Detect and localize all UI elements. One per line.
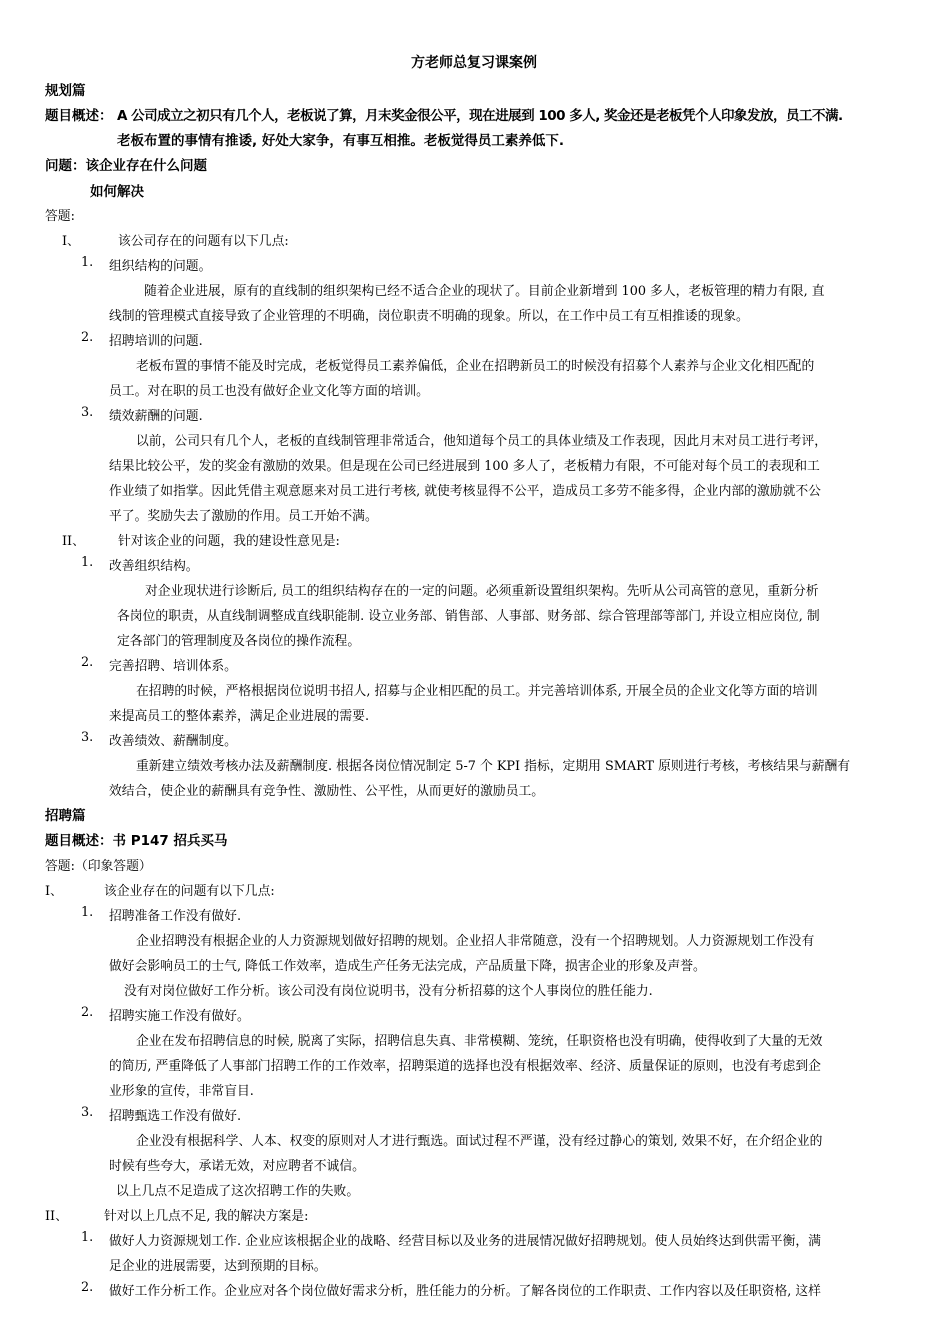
planning-p1-item1-title: 组织结构的问题。 (109, 259, 212, 274)
planning-overview-line1: A 公司成立之初只有几个人，老板说了算，月末奖金很公平，现在进展到 100 多人, 奖金还是老板凭个人印象发放，员工不满. (117, 108, 843, 124)
recruitment-overview: 题目概述：书 P147 招兵买马 (45, 833, 228, 849)
planning-p2-item3-title: 改善绩效、薪酬制度。 (109, 734, 237, 749)
planning-p2-item1-number: 1. (81, 555, 94, 570)
planning-p1-item1-number: 1. (81, 255, 94, 270)
planning-p1-item3-line: 以前，公司只有几个人，老板的直线制管理非常适合，他知道每个员工的具体业绩及工作表现，因此月末对员工进行考评， (136, 434, 828, 449)
recruitment-p1-item1-line: 做好会影响员工的士气, 降低工作效率，造成生产任务无法完成，产品质量下降，损害企业的形象及声誉。 (109, 959, 706, 974)
planning-p1-item3-line: 结果比较公平，发的奖金有激励的效果。但是现在公司已经进展到 100 多人了，老板精力有限，不可能对每个员工的表现和工 (109, 459, 820, 474)
planning-part2-number: II、 (62, 534, 85, 549)
planning-p2-item1-title: 改善组织结构。 (109, 559, 199, 574)
planning-question-line2: 如何解决 (90, 184, 144, 200)
planning-p2-item2-number: 2. (81, 655, 94, 670)
recruitment-p1-item2-line: 的简历, 严重降低了人事部门招聘工作的工作效率，招聘渠道的选择也没有根据效率、经济、质量保证的原则，也没有考虑到企 (109, 1059, 821, 1074)
planning-p1-item3-title: 绩效薪酬的问题. (109, 409, 203, 424)
recruitment-p1-item3-line: 时候有些夸大，承诺无效，对应聘者不诚信。 (109, 1159, 365, 1174)
planning-answer-label: 答题: (45, 209, 75, 224)
planning-p1-item3-number: 3. (81, 405, 94, 420)
planning-p1-item1-line: 随着企业进展，原有的直线制的组织架构已经不适合企业的现状了。目前企业新增到 100 多人，老板管理的精力有限, 直 (144, 284, 825, 299)
planning-part1-number: I、 (62, 234, 80, 249)
planning-p1-item3-line: 平了。奖励失去了激励的作用。员工开始不满。 (109, 509, 378, 524)
recruitment-p1-item3-number: 3. (81, 1105, 94, 1120)
planning-p2-item1-line: 各岗位的职责，从直线制调整成直线职能制. 设立业务部、销售部、人事部、财务部、综合管理部等部门, 并设立相应岗位, 制 (117, 609, 820, 624)
planning-p2-item1-line: 对企业现状进行诊断后, 员工的组织结构存在的一定的问题。必须重新设置组织架构。先听从公司高管的意见，重新分析 (145, 584, 819, 599)
recruitment-p1-item2-number: 2. (81, 1005, 94, 1020)
planning-p2-item3-line: 重新建立绩效考核办法及薪酬制度. 根据各岗位情况制定 5-7 个 KPI 指标，定期用 SMART 原则进行考核，考核结果与薪酬有 (136, 759, 851, 774)
planning-p1-item1-line: 线制的管理模式直接导致了企业管理的不明确，岗位职责不明确的现象。所以，在工作中员工有互相推诿的现象。 (109, 309, 749, 324)
recruitment-p1-item1-line: 没有对岗位做好工作分析。该公司没有岗位说明书，没有分析招募的这个人事岗位的胜任能力. (124, 984, 653, 999)
planning-p1-item2-line: 员工。对在职的员工也没有做好企业文化等方面的培训。 (109, 384, 429, 399)
planning-p1-item2-title: 招聘培训的问题. (109, 334, 203, 349)
recruitment-p1-item3-title: 招聘甄选工作没有做好. (109, 1109, 242, 1124)
recruitment-part2-text: 针对以上几点不足, 我的解决方案是: (104, 1209, 309, 1224)
recruitment-p1-item1-title: 招聘准备工作没有做好. (109, 909, 242, 924)
recruitment-part1-text: 该企业存在的问题有以下几点: (104, 884, 275, 899)
planning-overview-label: 题目概述： (45, 108, 113, 124)
recruitment-p1-item1-line: 企业招聘没有根据企业的人力资源规划做好招聘的规划。企业招人非常随意，没有一个招聘规划。人力资源规划工作没有 (136, 934, 815, 949)
planning-part2-text: 针对该企业的问题，我的建设性意见是: (118, 534, 340, 549)
planning-question-line1: 问题：该企业存在什么问题 (45, 158, 207, 174)
recruitment-p2-item1-line: 做好人力资源规划工作. 企业应该根据企业的战略、经营目标以及业务的进展情况做好招聘规划。使人员始终达到供需平衡，满 (109, 1234, 821, 1249)
planning-part1-text: 该公司存在的问题有以下几点: (118, 234, 289, 249)
recruitment-p1-item2-line: 企业在发布招聘信息的时候, 脱离了实际，招聘信息失真、非常模糊、笼统，任职资格也没有明确，使得收到了大量的无效 (136, 1034, 823, 1049)
planning-p1-item2-number: 2. (81, 330, 94, 345)
page-title: 方老师总复习课案例 (411, 55, 537, 71)
recruitment-p2-item1-number: 1. (81, 1230, 94, 1245)
recruitment-part2-number: II、 (45, 1209, 68, 1224)
recruitment-p1-item1-number: 1. (81, 905, 94, 920)
section-heading-planning: 规划篇 (45, 83, 86, 99)
planning-p2-item3-number: 3. (81, 730, 94, 745)
recruitment-answer-label: 答题:（印象答题） (45, 859, 152, 874)
planning-p2-item2-line: 在招聘的时候，严格根据岗位说明书招人, 招募与企业相匹配的员工。并完善培训体系, 开展全员的企业文化等方面的培训 (136, 684, 818, 699)
recruitment-part1-number: I、 (45, 884, 63, 899)
section-heading-recruitment: 招聘篇 (45, 808, 86, 824)
recruitment-p2-item1-line: 足企业的进展需要，达到预期的目标。 (109, 1259, 327, 1274)
recruitment-p1-item3-line: 以上几点不足造成了这次招聘工作的失败。 (116, 1184, 360, 1199)
planning-p1-item2-line: 老板布置的事情不能及时完成，老板觉得员工素养偏低，企业在招聘新员工的时候没有招募个人素养与企业文化相匹配的 (136, 359, 815, 374)
recruitment-p1-item2-line: 业形象的宣传，非常盲目. (109, 1084, 254, 1099)
recruitment-p1-item2-title: 招聘实施工作没有做好。 (109, 1009, 250, 1024)
recruitment-p1-item3-line: 企业没有根据科学、人本、权变的原则对人才进行甄选。面试过程不严谨，没有经过静心的策划, 效果不好，在介绍企业的 (136, 1134, 823, 1149)
recruitment-p2-item2-line: 做好工作分析工作。企业应对各个岗位做好需求分析，胜任能力的分析。了解各岗位的工作职责、工作内容以及任职资格, 这样 (109, 1284, 821, 1299)
planning-overview-line2: 老板布置的事情有推诿, 好处大家争，有事互相推。老板觉得员工素养低下. (117, 133, 564, 149)
planning-p2-item2-title: 完善招聘、培训体系。 (109, 659, 237, 674)
planning-p2-item1-line: 定各部门的管理制度及各岗位的操作流程。 (117, 634, 361, 649)
planning-p2-item3-line: 效结合，使企业的薪酬具有竞争性、激励性、公平性，从而更好的激励员工。 (109, 784, 545, 799)
recruitment-p2-item2-number: 2. (81, 1280, 94, 1295)
planning-p2-item2-line: 来提高员工的整体素养，满足企业进展的需要. (109, 709, 370, 724)
planning-p1-item3-line: 作业绩了如指掌。因此凭借主观意愿来对员工进行考核, 就使考核显得不公平，造成员工多劳不能多得，企业内部的激励就不公 (109, 484, 821, 499)
